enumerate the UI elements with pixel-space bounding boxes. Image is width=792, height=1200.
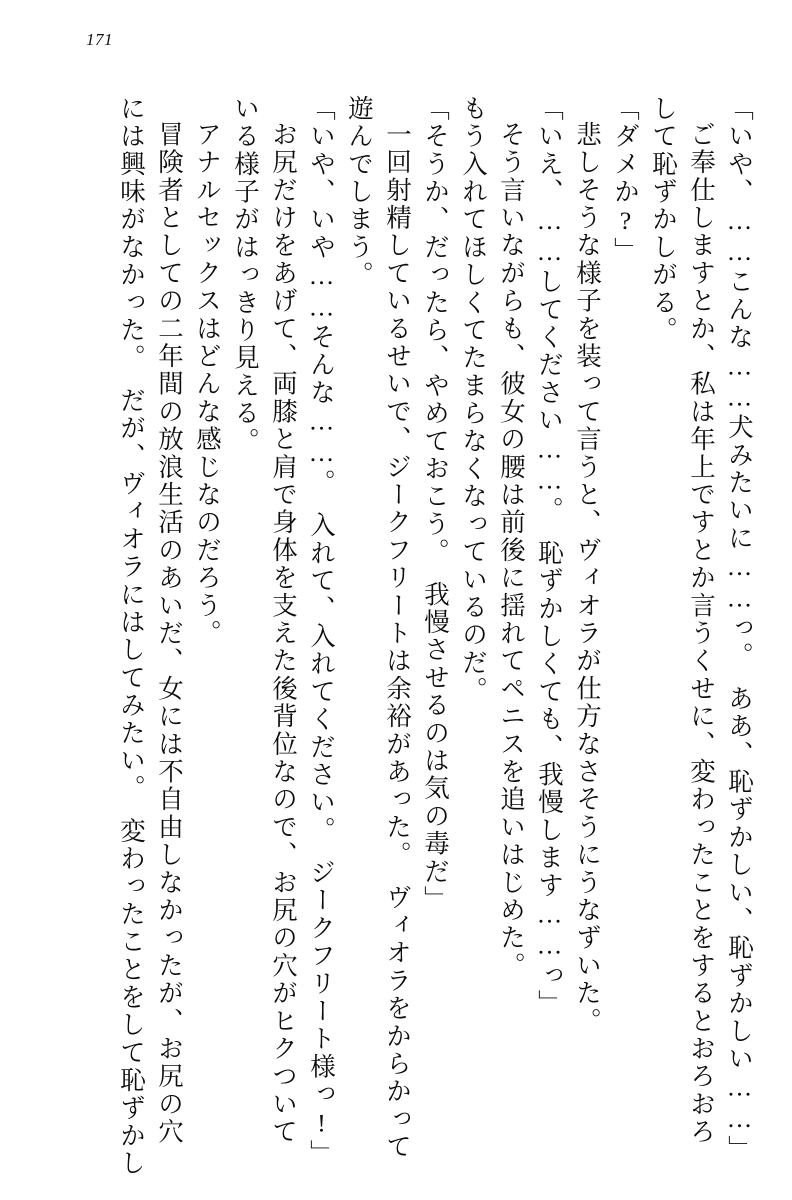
vertical-text-body (40, 95, 754, 1178)
text-line: 「いや、……こんな……犬みたいに……っ。 ああ、恥ずかしい、恥ずかしい……」 (725, 95, 754, 1163)
text-line: そう言いながらも、彼女の腰は前後に揺れてペニスを追いはじめた。 (497, 121, 526, 980)
text-line: 「いや、いや……そんな……。 入れて、入れてください。 ジークフリート様っ!」 (307, 95, 336, 1168)
text-line: 一回射精しているせいで、ジークフリートは余裕があった。 ヴィオラをからかって (383, 121, 412, 1161)
text-line: ご奉仕しますとか、私は年上ですとか言うくせに、変わったことをするとおろおろ (687, 121, 716, 1146)
text-line: 悲しそうな様子を装って言うと、ヴィオラが仕方なさそうにうなずいた。 (573, 121, 602, 1036)
text-line: お尻だけをあげて、両膝と肩で身体を支えた後背位なので、お尻の穴がヒクついて (269, 121, 298, 1146)
text-line: 冒険者としての二年間の放浪生活のあいだ、女には不自由しなかったが、お尻の穴 (155, 121, 184, 1146)
text-line: には興味がなかった。 だが、ヴィオラにはしてみたい。 変わったことをして恥ずかし (117, 95, 146, 1178)
page-number: 171 (86, 30, 113, 49)
text-line: いる様子がはっきり見える。 (231, 95, 260, 456)
text-line: 遊んでしまう。 (345, 95, 374, 289)
text-line: もう入れてほしくてたまらなくなっているのだ。 (459, 95, 488, 705)
text-line: して恥ずかしがる。 (649, 95, 678, 345)
text-line: 「そうか、だったら、やめておこう。 我慢させるのは気の毒だ」 (421, 95, 450, 914)
text-line: アナルセックスはどんな感じなのだろう。 (193, 121, 222, 648)
text-line: 「いえ、……してください……。 恥ずかしくても、我慢します……っ」 (535, 95, 564, 1018)
text-line: 「ダメか?」 (611, 95, 640, 265)
